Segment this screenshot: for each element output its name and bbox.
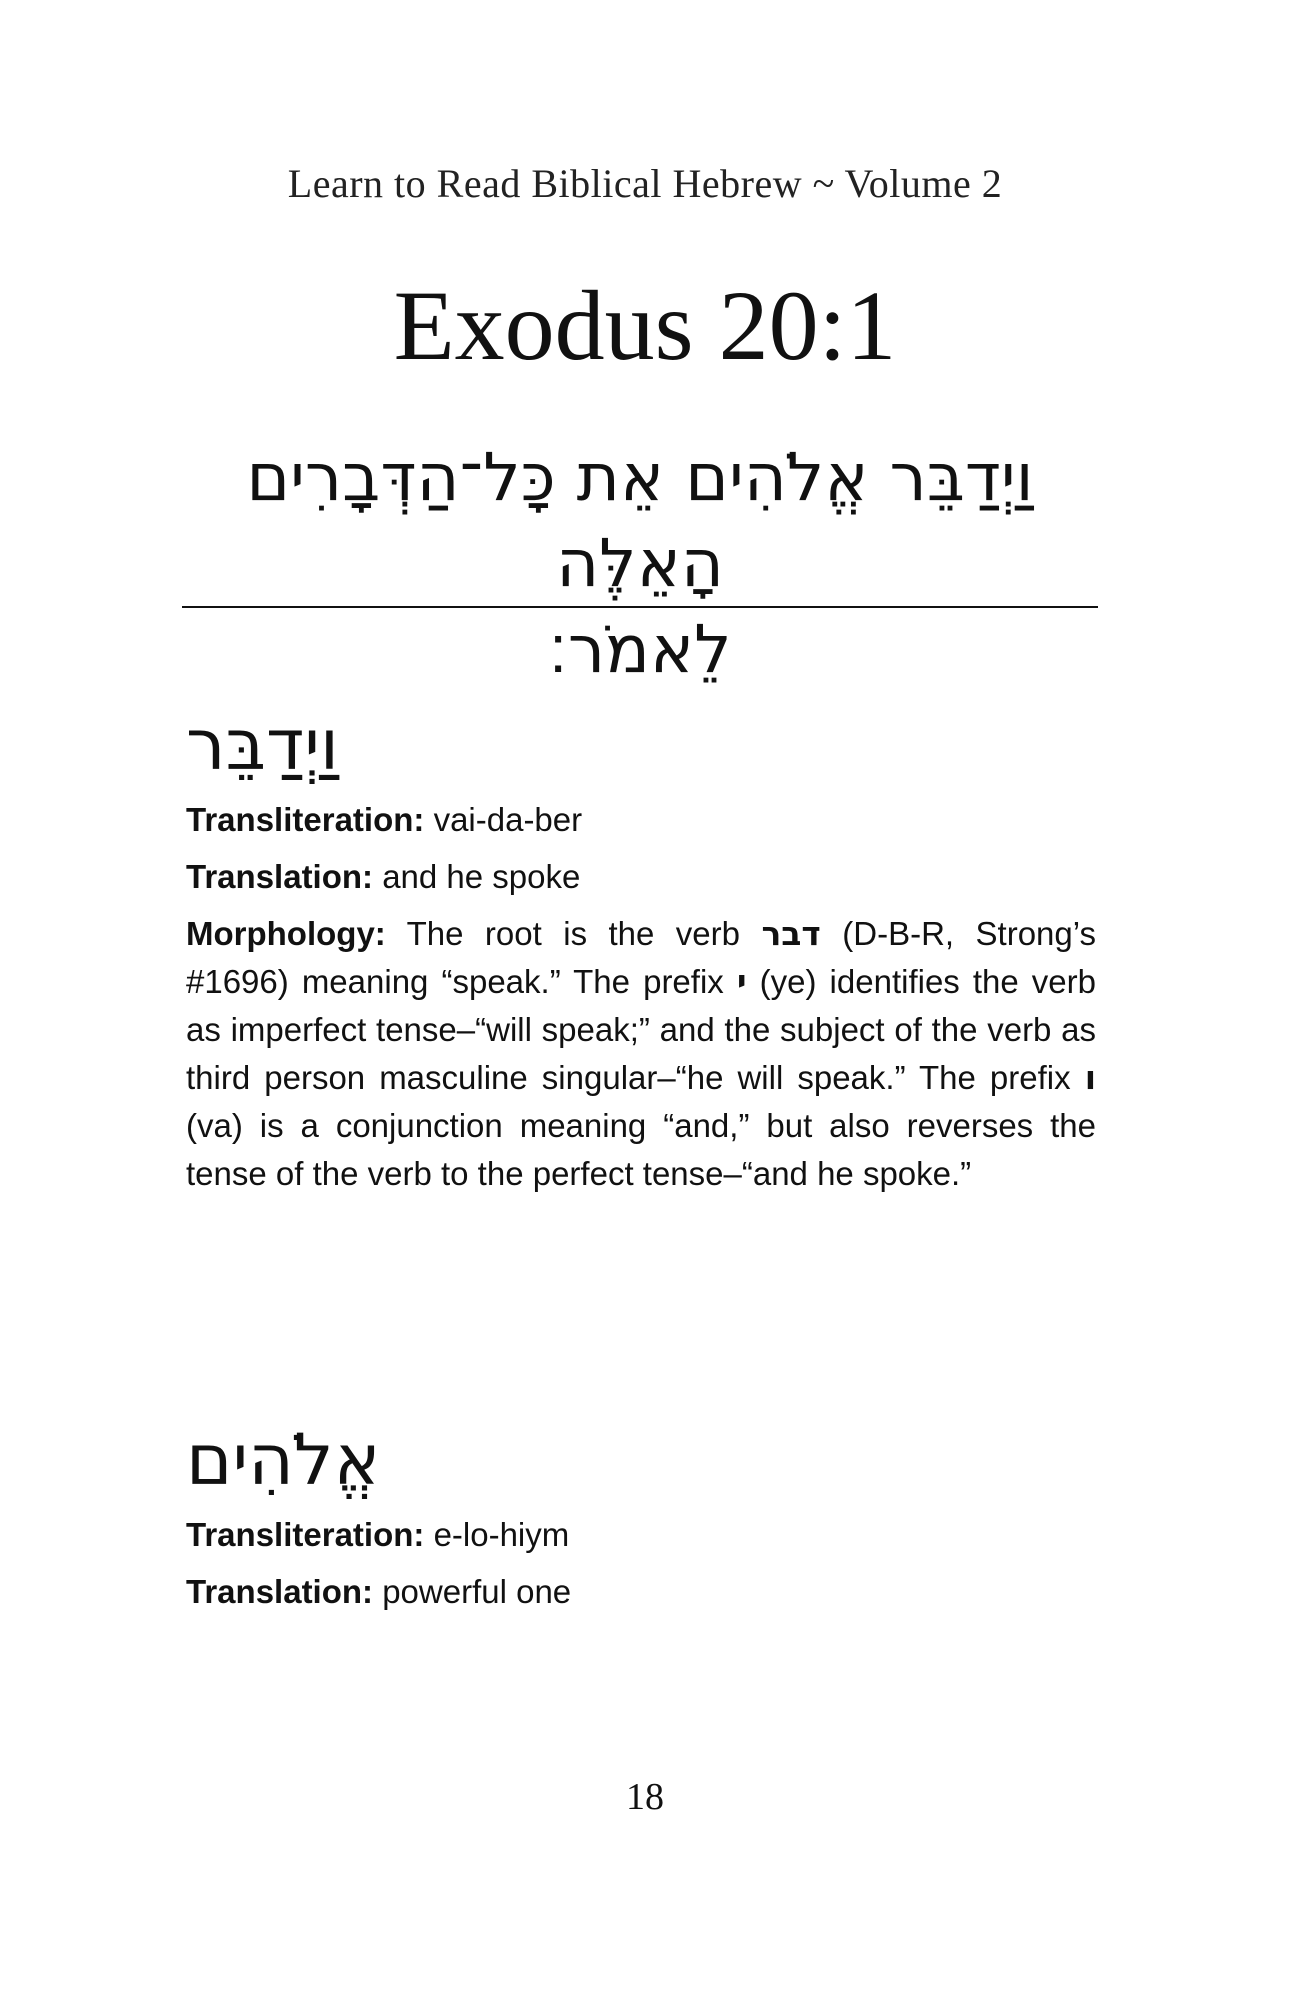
hebrew-word: אֱלֹהִים: [186, 1419, 381, 1501]
word-entry: [186, 700, 1096, 1207]
hebrew-verse: [182, 435, 1098, 693]
morphology-text: (ye) identifies the verb as imperfect tense–“will speak;” and the subject of the verb as third person masculine singular–“he will speak.” The prefix: [186, 963, 1097, 1096]
transliteration-label: Transliteration:: [186, 1516, 425, 1553]
verse-line-2: לֵאמֹר׃: [548, 611, 732, 688]
hebrew-root: דבר: [761, 914, 821, 953]
transliteration-row: [186, 1511, 1096, 1559]
morphology-text: (va) is a conjunction meaning “and,” but also reverses the tense of the verb to the perfect tense–“and he spoke.”: [186, 1107, 1096, 1192]
translation-label: Translation:: [186, 1573, 374, 1610]
hebrew-word: וַיְדַבֵּר: [186, 704, 339, 786]
translation-row: [186, 853, 1096, 901]
running-header: Learn to Read Biblical Hebrew ~ Volume 2: [287, 161, 1003, 206]
translation-value: powerful one: [382, 1573, 572, 1610]
translation-row: [186, 1568, 1096, 1616]
morphology-label: Morphology:: [186, 915, 386, 952]
transliteration-value: vai-da-ber: [433, 801, 583, 838]
verse-line-1: וַיְדַבֵּר אֱלֹהִים אֵת כָּל־הַדְּבָרִים הָאֵלֶּה: [246, 439, 1034, 602]
translation-value: and he spoke: [382, 858, 581, 895]
transliteration-row: [186, 796, 1096, 844]
hebrew-prefix-yod: י: [736, 962, 747, 1001]
morphology-row: [186, 910, 1096, 1198]
word-entry: [186, 1415, 1096, 1625]
page-number: 18: [626, 1776, 664, 1818]
translation-label: Translation:: [186, 858, 374, 895]
morphology-text: (D-B-R, Strong’s #1696) meaning “speak.” The prefix: [186, 915, 1096, 1000]
morphology-text: The root is the verb: [406, 915, 740, 952]
page-title: Exodus 20:1: [393, 270, 897, 381]
transliteration-value: e-lo-hiym: [433, 1516, 570, 1553]
transliteration-label: Transliteration:: [186, 801, 425, 838]
divider: [182, 606, 1098, 608]
hebrew-prefix-vav: ו: [1084, 1058, 1097, 1097]
